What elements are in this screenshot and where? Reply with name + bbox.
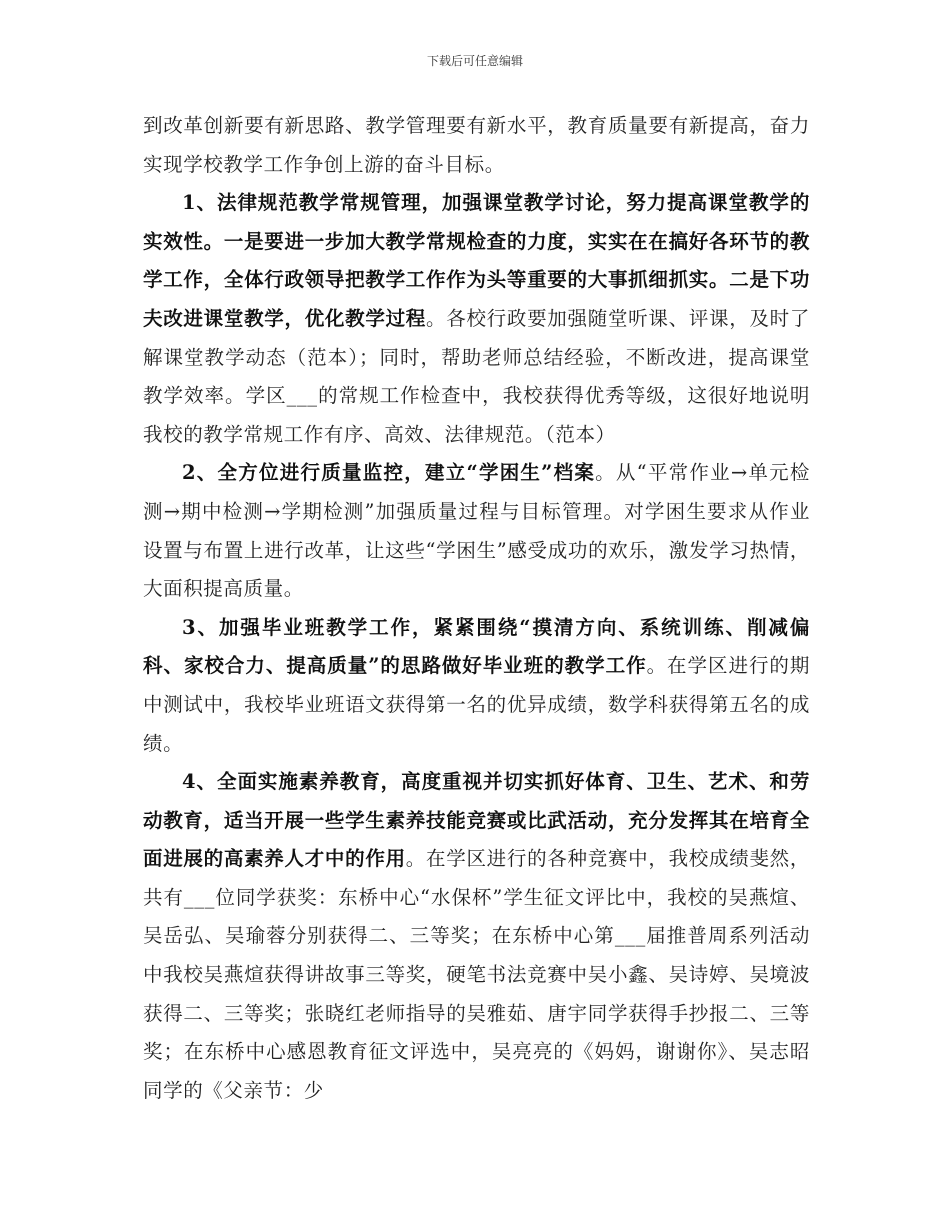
paragraph-intro-text: 到改革创新要有新思路、教学管理要有新水平，教育质量要有新提高，奋力实现学校教学工作争创上游的奋斗目标。 [143, 114, 810, 176]
paragraph-item-3 [143, 609, 810, 763]
paragraph-item-4-heading: 4、全面实施素养教育，高度重视并切实抓好体育、卫生、艺术、和劳动教育，适当开展一些学生素养技能竞赛或比武活动，充分发挥其在培育全面进展的高素养人才中的作用 [143, 770, 810, 871]
paragraph-item-1-heading: 1、法律规范教学常规管理，加强课堂教学讨论，努力提高课堂教学的实效性。一是要进一步加大教学常规检查的力度，实实在在搞好各环节的教学工作，全体行政领导把教学工作作为头等重要的大事抓细抓实。二是下功夫改进课堂教学，优化教学过程 [143, 191, 810, 330]
page-header: 下载后可任意编辑 [426, 54, 523, 68]
paragraph-item-2-heading: 2、全方位进行质量监控，建立“学困生”档案 [182, 461, 596, 485]
paragraph-item-4 [143, 763, 810, 1110]
paragraph-item-1-text: 。各校行政要加强随堂听课、评课，及时了解课堂教学动态（范本）；同时，帮助老师总结经验，不断改进，提高课堂教学效率。学区___的常规工作检查中，我校获得优秀等级，这很好地说明我校的教学常规工作有序、高效、法律规范。（范本） [143, 306, 810, 446]
paragraph-item-2-text: 。从“平常作业→单元检测→期中检测→学期检测”加强质量过程与目标管理。对学困生要求从作业设置与布置上进行改革，让这些“学困生”感受成功的欢乐，激发学习热情，大面积提高质量。 [143, 461, 810, 601]
paragraph-intro [143, 107, 810, 184]
document-body [143, 107, 810, 1110]
paragraph-item-3-text: 。在学区进行的期中测试中，我校毕业班语文获得第一名的优异成绩，数学科获得第五名的成绩。 [143, 654, 810, 755]
paragraph-item-3-heading: 3、加强毕业班教学工作，紧紧围绕“摸清方向、系统训练、削减偏科、家校合力、提高质量”的思路做好毕业班的教学工作 [143, 615, 810, 678]
paragraph-item-2 [143, 454, 810, 608]
paragraph-item-1 [143, 184, 810, 454]
paragraph-item-4-text: 。在学区进行的各种竞赛中，我校成绩斐然，共有___位同学获奖：东桥中心“水保杯”学生征文评比中，我校的吴燕煊、吴岳弘、吴瑜蓉分别获得二、三等奖；在东桥中心第___届推普周系列活动中我校吴燕煊获得讲故事三等奖，硬笔书法竞赛中吴小鑫、吴诗婷、吴境波获得二、三等奖；张晓红老师指导的吴雅茹、唐宇同学获得手抄报二、三等奖；在东桥中心感恩教育征文评选中，吴亮亮的《妈妈，谢谢你》、吴志昭同学的《父亲节：少 [143, 847, 810, 1102]
